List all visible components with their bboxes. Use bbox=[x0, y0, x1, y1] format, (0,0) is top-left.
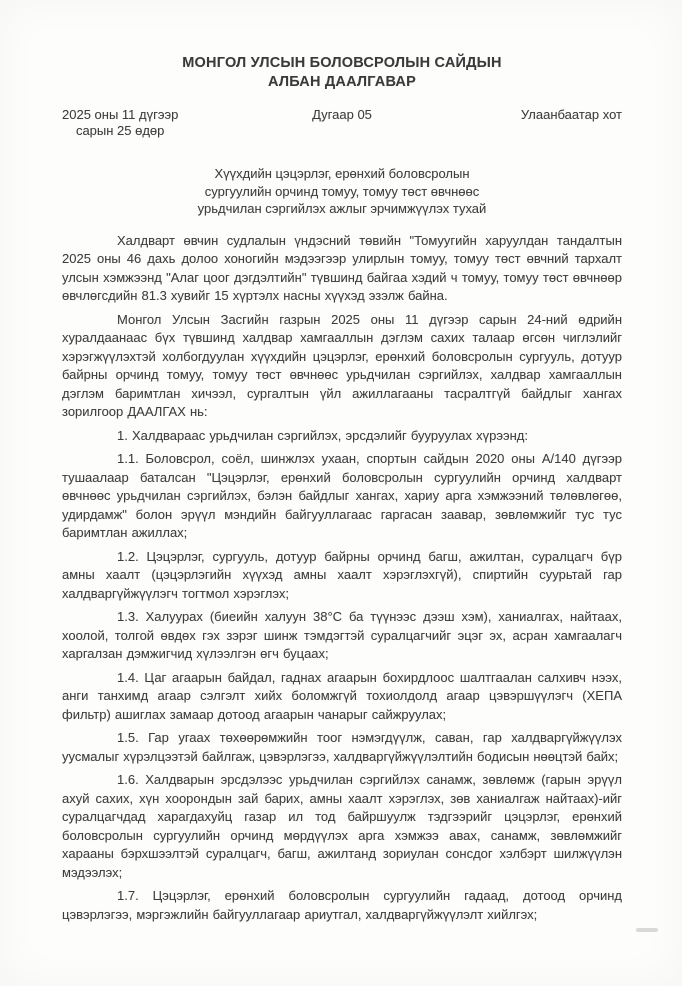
document-meta-row bbox=[62, 107, 622, 138]
document-date-line-2: сарын 25 өдөр bbox=[75, 122, 165, 138]
document-body bbox=[62, 232, 622, 925]
document-number: Дугаар 05 bbox=[312, 107, 372, 122]
document-title-line-1: МОНГОЛ УЛСЫН БОЛОВСРОЛЫН САЙДЫН bbox=[182, 55, 502, 71]
directive-item-1-1: 1.1. Боловсрол, соёл, шинжлэх ухаан, спортын сайдын 2020 оны А/140 дүгээр тушаалаар баталсан "Цэцэрлэг, ерөнхий боловсролын сургуулийн орчинд халдварт өвчнөөс урьдчилан сэргийлэх, бэлэн байдлыг хангах, хариу арга хэмжээний төлөвлөгөө, удирдамж" болон эрүүл мэндийн байгууллагаас гаргасан заавар, зөвлөмжийг тус тус баримтлан ажиллах; bbox=[62, 451, 622, 540]
document-title bbox=[62, 54, 622, 92]
directive-item-1-5: 1.5. Гар угаах төхөөрөмжийн тоог нэмэгдүүлж, саван, гар халдваргүйжүүлэх уусмалыг хүрэлцээтэй байлгаж, цэвэрлэгээ, халдваргүйжүүлэлтийн бодисын нөөцтэй байх; bbox=[62, 730, 622, 764]
document-title-line-2: АЛБАН ДААЛГАВАР bbox=[268, 74, 416, 90]
scan-artifact-mark bbox=[636, 928, 658, 932]
document-date-line-1: 2025 оны 11 дүгээр bbox=[62, 107, 179, 122]
document-subject-line-3: урьдчилан сэргийлэх ажлыг эрчимжүүлэх тухай bbox=[197, 201, 487, 216]
directive-item-1-7: 1.7. Цэцэрлэг, ерөнхий боловсролын сургуулийн гадаад, дотоод орчинд цэвэрлэгээ, мэргэжлийн байгууллагаар ариутгал, халдваргүйжүүлэлт хийлгэх; bbox=[62, 888, 622, 922]
document-date bbox=[62, 107, 178, 138]
directive-item-1-6: 1.6. Халдварын эрсдэлээс урьдчилан сэргийлэх санамж, зөвлөмж (гарын эрүүл ахуй сахих, хүн хоорондын зай барих, амны хаалт хэрэглэх, зөв ханиалгаж найтаах)-ийг суралцагчдад харагдахуйц газар ил тод байршуулж тэдгээрийг цэцэрлэг, ерөнхий боловсролын сургуулийн орчинд мөрдүүлэх арга хэмжээ авах, санамж, зөвлөмжийг харааны бэрхшээлтэй суралцагч, багш, ажилтанд зориулан сонсдог хэлбэрт шилжүүлэн мэдээлэх; bbox=[62, 772, 622, 880]
directive-item-1-3: 1.3. Халуурах (биеийн халуун 38°С ба түүнээс дээш хэм), ханиалгах, найтаах, хоолой, толгой өвдөх гэх зэрэг шинж тэмдэгтэй суралцагчийг эцэг эх, асран хамгаалагч харгалзан дэмжигчид хүлээлгэн өгч буцаах; bbox=[62, 609, 622, 661]
document-subject-line-1: Хүүхдийн цэцэрлэг, ерөнхий боловсролын bbox=[214, 166, 470, 181]
directive-item-1-2: 1.2. Цэцэрлэг, сургууль, дотуур байрны орчинд багш, ажилтан, суралцагч бүр амны хаалт (цэцэрлэгийн хүүхэд амны хаалт хэрэглэхгүй), спиртийн суурьтай гар халдваргүйжүүлэгч тогтмол хэрэглэх; bbox=[62, 548, 622, 601]
directive-item-1-4: 1.4. Цаг агаарын байдал, гаднах агаарын бохирдлоос шалтгаалан салхивч нээх, анги танхимд агаар сэлгэлт хийх боломжгүй тохиолдолд агаар цэвэршүүлэгч (ХЕПА фильтр) ашиглах замаар дотоод агаарын чанарыг сайжруулах; bbox=[62, 669, 622, 722]
document-date-block bbox=[62, 107, 312, 138]
intro-paragraph-2: Монгол Улсын Засгийн газрын 2025 оны 11 дүгээр сарын 24-ний өдрийн хуралдаанаас бүх түвшинд халдвар хамгааллын дэглэм сахих талаар өгсөн чиглэлийг хэрэгжүүлэхтэй холбогдуулан хүүхдийн цэцэрлэг, ерөнхий боловсролын сургууль, дотуур байрны орчинд томуу, томуу төст өвчнөөс урьдчилан сэргийлэх, халдвар хамгааллын дэглэм баримтлан хичээл, сургалтын үйл ажиллагааны тасралтгүй байдлыг хангах зорилгоор ДААЛГАХ нь: bbox=[62, 311, 622, 419]
document-city: Улаанбаатар хот bbox=[520, 107, 622, 122]
document-subject-line-2: сургуулийн орчинд томуу, томуу төст өвчнөөс bbox=[204, 183, 480, 199]
intro-paragraph-1: Халдварт өвчин судлалын үндэсний төвийн "Томуугийн харуулдан тандалтын 2025 оны 46 дахь долоо хоногийн мэдээгээр улирлын томуу, томуу төст өвчний тархалт улсын хэмжээнд "Алаг цоог дэгдэлтийн" түвшинд байгаа хэдий ч томуу, томуу төст өвчнөөр өвчлөгсдийн 81.3 хувийг 15 хүртэлх насны хүүхэд эзэлж байна. bbox=[62, 232, 622, 303]
section-1-heading: 1. Халдвараас урьдчилан сэргийлэх, эрсдэлийг бууруулах хүрээнд: bbox=[117, 427, 528, 443]
document-subject bbox=[62, 165, 622, 218]
